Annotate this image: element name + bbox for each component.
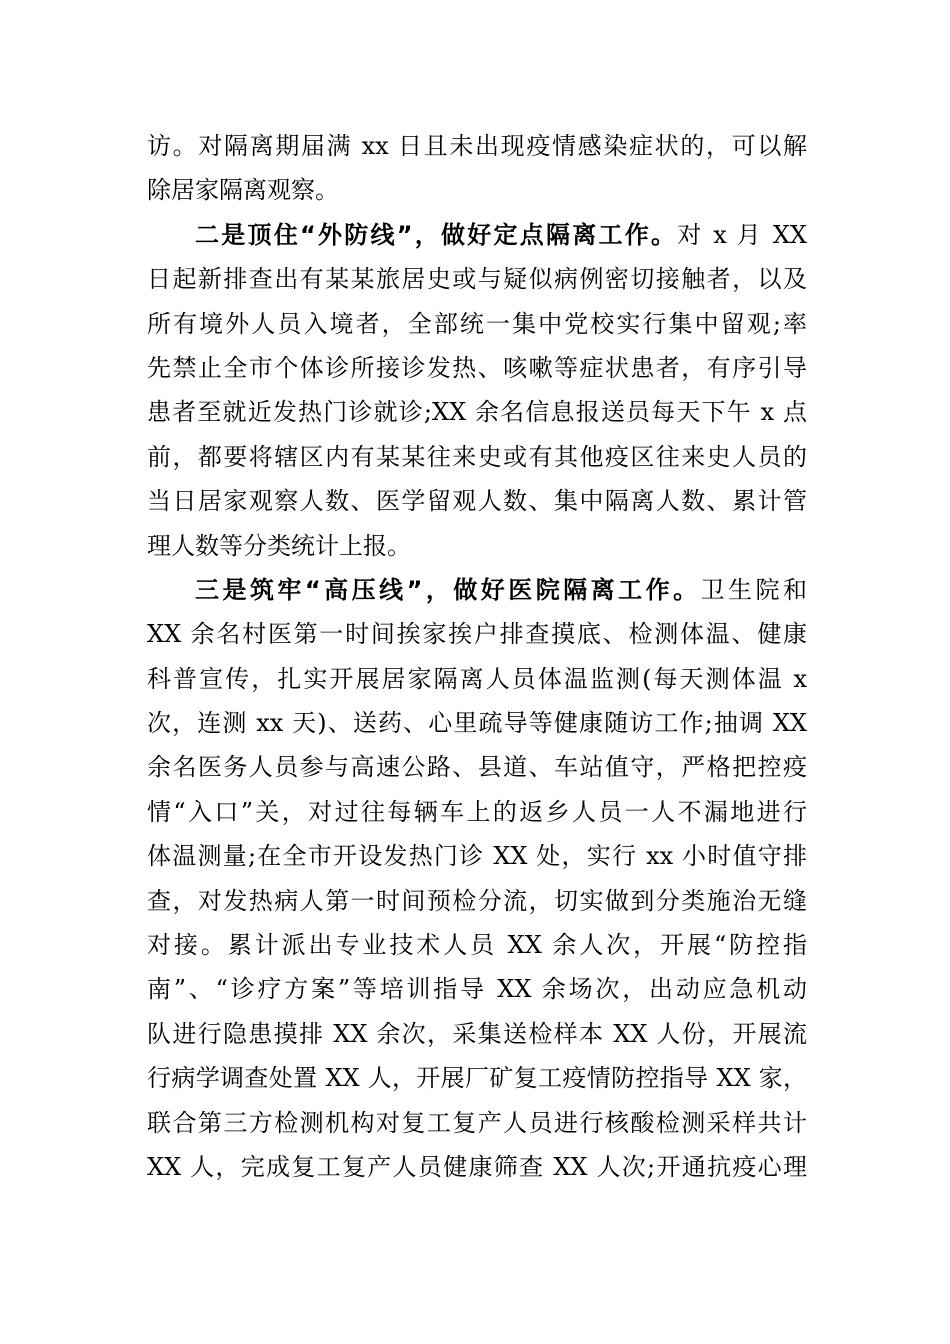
paragraph-3-line: 情“入口”关，对过往每辆车上的返乡人员一人不漏地进行	[147, 797, 807, 826]
paragraph-1-line-1: 访。对隔离期届满 xx 日且未出现疫情感染症状的，可以解	[147, 132, 807, 160]
paragraph-2-line: 所有境外人员入境者，全部统一集中党校实行集中留观;率	[147, 309, 807, 338]
paragraph-2-line: 理人数等分类统计上报。	[147, 531, 411, 560]
paragraph-3-line: 体温测量;在全市开设发热门诊 XX 处，实行 xx 小时值守排	[147, 842, 807, 871]
paragraph-3-line: 查，对发热病人第一时间预检分流，切实做到分类施治无缝	[147, 886, 807, 915]
paragraph-3-heading: 三是筑牢“高压线”，做好医院隔离工作。	[195, 575, 701, 604]
paragraph-3-line: 对接。累计派出专业技术人员 XX 余人次，开展“防控指	[147, 931, 807, 960]
paragraph-2-line: 日起新排查出有某某旅居史或与疑似病例密切接触者，以及	[147, 265, 807, 294]
paragraph-3-line: 余名医务人员参与高速公路、县道、车站值守，严格把控疫	[147, 753, 807, 782]
paragraph-3-line: 南”、“诊疗方案”等培训指导 XX 余场次，出动应急机动	[147, 975, 807, 1004]
paragraph-2-line: 患者至就近发热门诊就诊;XX 余名信息报送员每天下午 x 点	[147, 398, 807, 427]
paragraph-2-first-line-text: 对 x 月 XX	[677, 220, 807, 249]
paragraph-2-line: 先禁止全市个体诊所接诊发热、咳嗽等症状患者，有序引导	[147, 353, 807, 382]
paragraph-3-line-1	[147, 568, 807, 612]
paragraph-3-line: 次，连测 xx 天)、送药、心里疏导等健康随访工作;抽调 XX	[147, 709, 807, 738]
paragraph-2-line-1	[147, 213, 807, 257]
paragraph-3-line: 科普宣传，扎实开展居家隔离人员体温监测(每天测体温 x	[147, 664, 807, 693]
paragraph-2-line: 前，都要将辖区内有某某往来史或有其他疫区往来史人员的	[147, 442, 807, 471]
paragraph-3-line: XX 人，完成复工复产人员健康筛查 XX 人次;开通抗疫心理	[147, 1152, 807, 1181]
paragraph-3-line: 行病学调查处置 XX 人，开展厂矿复工疫情防控指导 XX 家，	[147, 1064, 807, 1093]
paragraph-3-line: XX 余名村医第一时间挨家挨户排查摸底、检测体温、健康	[147, 620, 807, 649]
document-body	[147, 124, 807, 1189]
paragraph-3-line: 队进行隐患摸排 XX 余次，采集送检样本 XX 人份，开展流	[147, 1019, 807, 1048]
paragraph-1-line-2: 除居家隔离观察。	[147, 176, 339, 205]
paragraph-2-line: 当日居家观察人数、医学留观人数、集中隔离人数、累计管	[147, 487, 807, 516]
paragraph-2-heading: 二是顶住“外防线”，做好定点隔离工作。	[195, 220, 678, 249]
paragraph-3-line: 联合第三方检测机构对复工复产人员进行核酸检测采样共计	[147, 1108, 807, 1137]
paragraph-3-first-line-text: 卫生院和	[700, 575, 807, 604]
